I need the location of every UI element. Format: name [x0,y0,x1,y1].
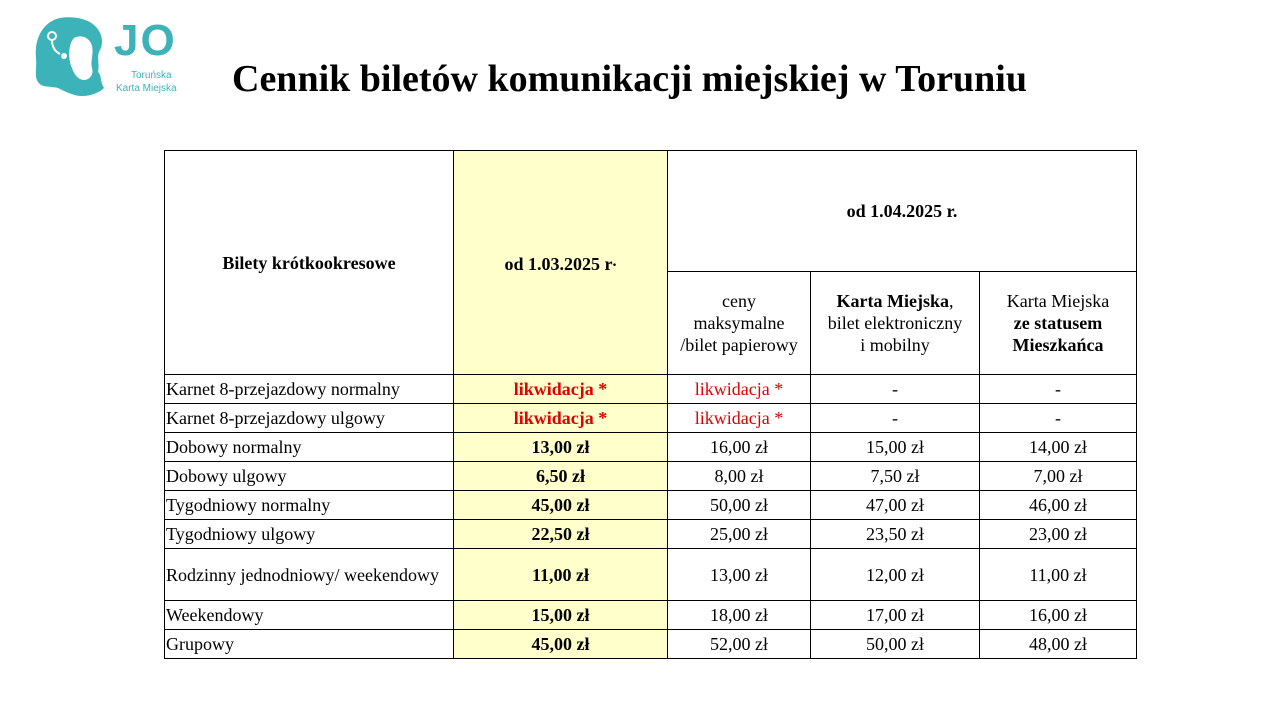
price-resident: 7,00 zł [980,462,1137,491]
ticket-name: Dobowy ulgowy [165,462,454,491]
ticket-name: Dobowy normalny [165,433,454,462]
subheader-city-card [811,272,980,375]
price-max: 16,00 zł [668,433,811,462]
price-resident: 16,00 zł [980,601,1137,630]
table-row [165,520,1137,549]
ticket-name: Karnet 8-przejazdowy normalny [165,375,454,404]
sub-max-line2: maksymalne [693,313,785,333]
price-resident: 23,00 zł [980,520,1137,549]
sub-card-line3: i mobilny [860,335,930,355]
price-march: 15,00 zł [454,601,668,630]
price-resident: 46,00 zł [980,491,1137,520]
ticket-name: Grupowy [165,630,454,659]
price-march: 6,50 zł [454,462,668,491]
header-from-march [454,151,668,375]
price-max: 25,00 zł [668,520,811,549]
header-march-dot: . [612,252,617,270]
subheader-resident-card [980,272,1137,375]
price-max: 50,00 zł [668,491,811,520]
price-resident: - [980,404,1137,433]
price-card: 7,50 zł [811,462,980,491]
ticket-name: Tygodniowy ulgowy [165,520,454,549]
sub-max-line1: ceny [722,291,756,311]
logo-mark: JO [114,16,177,65]
price-march: likwidacja * [454,404,668,433]
price-resident: 11,00 zł [980,549,1137,601]
logo [30,16,200,98]
price-card: 50,00 zł [811,630,980,659]
price-march: 45,00 zł [454,630,668,659]
price-march: likwidacja * [454,375,668,404]
price-resident: 48,00 zł [980,630,1137,659]
sub-res-line1: Karta Miejska [1006,291,1110,311]
page-title: Cennik biletów komunikacji miejskiej w Toruniu [232,58,1027,100]
price-resident: 14,00 zł [980,433,1137,462]
sub-max-line3: /bilet papierowy [680,335,798,355]
price-max: 18,00 zł [668,601,811,630]
price-march: 22,50 zł [454,520,668,549]
price-card: 15,00 zł [811,433,980,462]
price-card: 17,00 zł [811,601,980,630]
ticket-name: Rodzinny jednodniowy/ weekendowy [165,549,454,601]
price-card: 12,00 zł [811,549,980,601]
price-resident: - [980,375,1137,404]
price-march: 45,00 zł [454,491,668,520]
ticket-name: Tygodniowy normalny [165,491,454,520]
header-from-april: od 1.04.2025 r. [668,151,1137,272]
price-card: - [811,404,980,433]
header-short-term: Bilety krótkookresowe [165,151,454,375]
price-max: 8,00 zł [668,462,811,491]
ticket-name: Karnet 8-przejazdowy ulgowy [165,404,454,433]
logo-line-2: Karta Miejska [116,83,177,94]
price-march: 13,00 zł [454,433,668,462]
ticket-name: Weekendowy [165,601,454,630]
sub-card-bold: Karta Miejska [836,291,949,311]
table-row [165,601,1137,630]
price-card: 23,50 zł [811,520,980,549]
table-row [165,404,1137,433]
table-row [165,462,1137,491]
copernicus-head-icon [30,16,110,98]
price-card: - [811,375,980,404]
sub-res-bold2: ze statusem [1013,313,1103,333]
logo-line-1: Toruńska [131,70,172,81]
sub-card-line2: bilet elektroniczny [827,313,963,333]
header-march-label: od 1.03.2025 r [504,253,613,274]
table-row [165,433,1137,462]
price-max: 52,00 zł [668,630,811,659]
header-row [165,151,1137,272]
price-max: likwidacja * [668,404,811,433]
table-row [165,549,1137,601]
price-table [164,150,1137,659]
table-row [165,630,1137,659]
table-row [165,491,1137,520]
sub-res-bold3: Mieszkańca [1012,335,1104,355]
price-march: 11,00 zł [454,549,668,601]
subheader-max-prices [668,272,811,375]
price-max: 13,00 zł [668,549,811,601]
sub-card-tail: , [948,291,954,311]
price-card: 47,00 zł [811,491,980,520]
price-max: likwidacja * [668,375,811,404]
table-row [165,375,1137,404]
